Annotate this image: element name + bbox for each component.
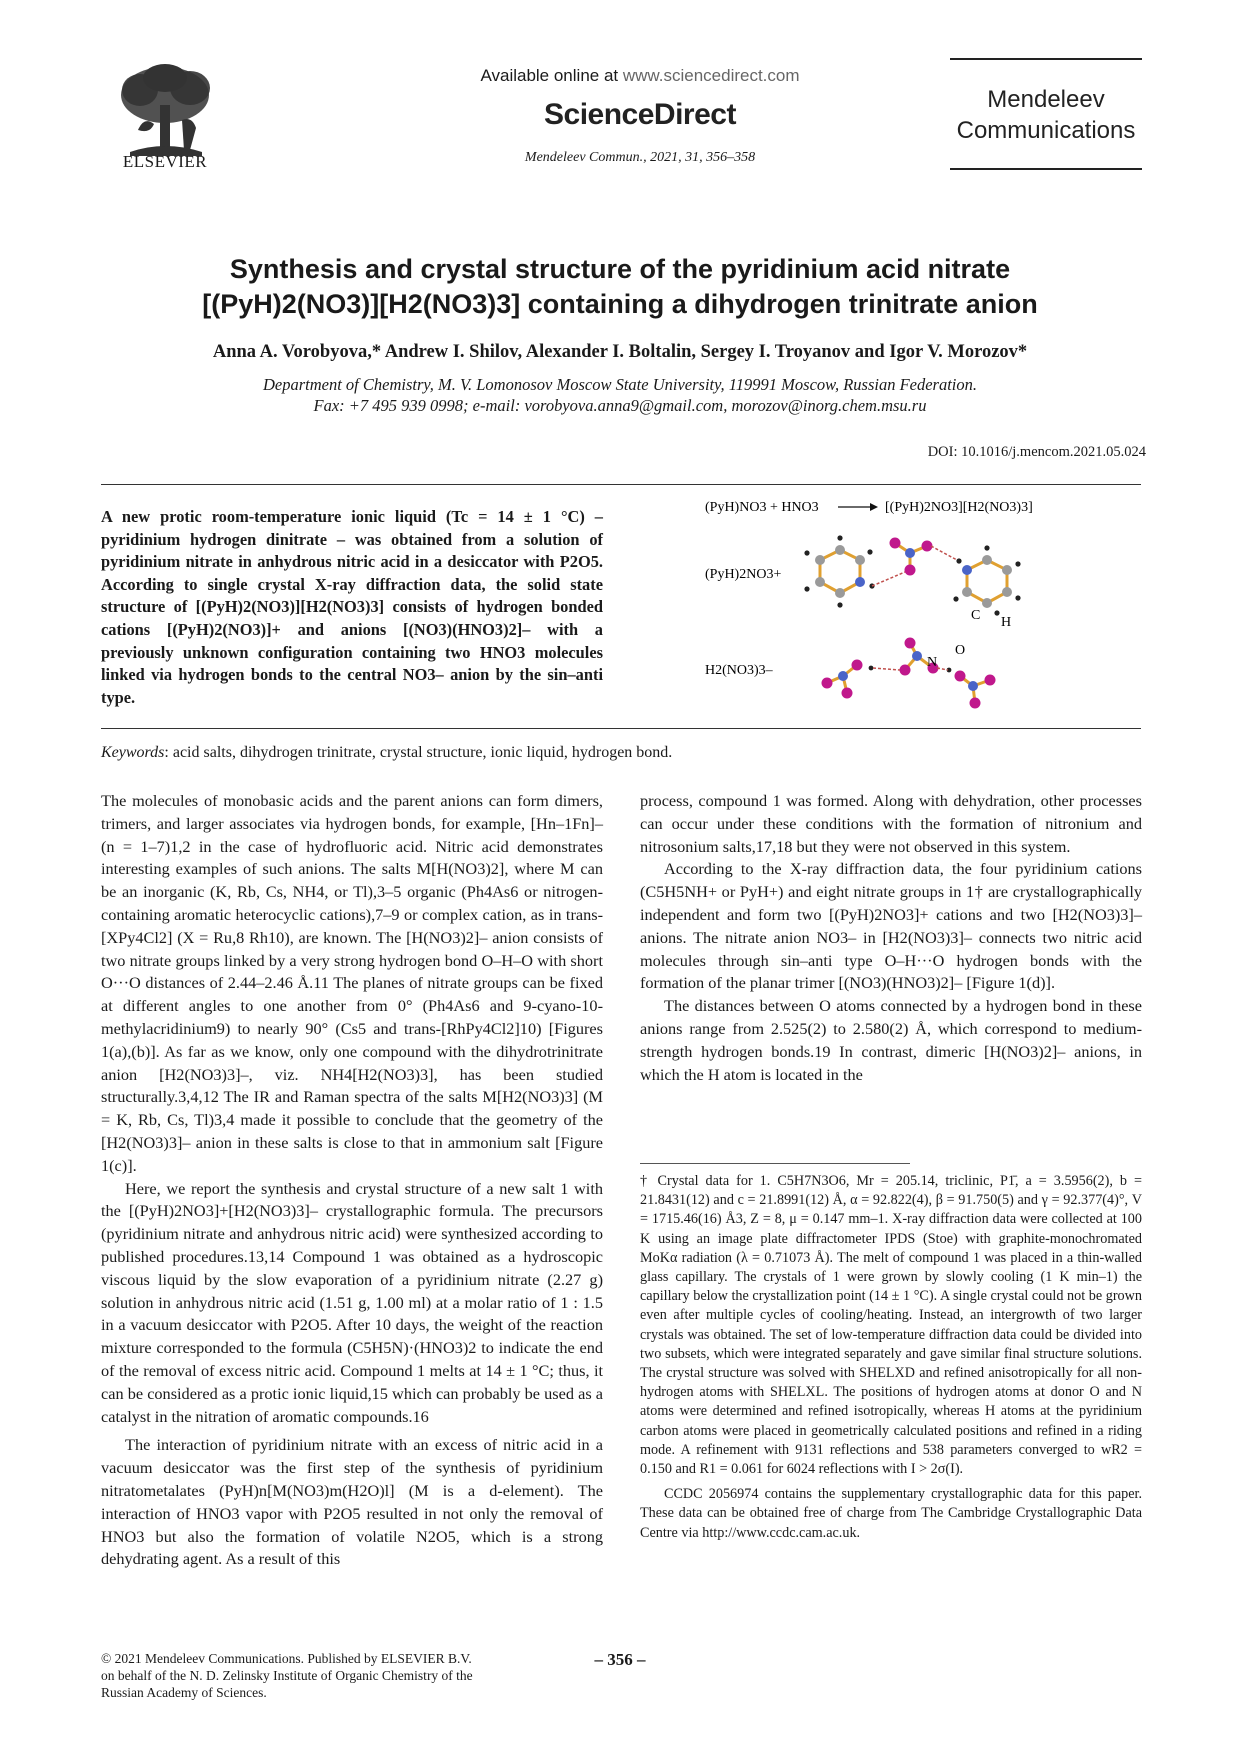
keywords-text: : acid salts, dihydrogen trinitrate, crystal structure, ionic liquid, hydrogen bond.: [164, 744, 673, 761]
author-list: Anna A. Vorobyova,* Andrew I. Shilov, Alexander I. Boltalin, Sergey I. Troyanov and Igor V. Morozov*: [212, 342, 1028, 362]
article-title: [90, 252, 1150, 322]
journal-name: [950, 84, 1142, 146]
publisher-wordmark: ELSEVIER: [122, 152, 208, 171]
journal-citation: Mendeleev Commun., 2021, 31, 356–358: [524, 150, 756, 165]
footnote-paragraph: CCDC 2056974 contains the supplementary crystallographic data for this paper. These data can be obtained free of charge from The Cambridge Crystallographic Data Centre via http://www.ccdc.cam.ac.uk.: [640, 1486, 1142, 1541]
affiliation-line2: Fax: +7 495 939 0998; e-mail: vorobyova.anna9@gmail.com, morozov@inorg.chem.msu.ru: [313, 396, 927, 415]
cation-structure: [804, 535, 1020, 630]
copyright-line1: © 2021 Mendeleev Communications. Published by ELSEVIER B.V.: [101, 1651, 472, 1666]
abstract: A new protic room-temperature ionic liquid (Tc = 14 ± 1 °C) – pyridinium hydrogen dinitrate – was obtained from a solution of pyridinium nitrate in anhydrous nitric acid in a desiccator with P2O5. According to single crystal X-ray diffraction data, the solid state structure of [(PyH)2(NO3)][H2(NO3)3] consists of hydrogen bonded cations [(PyH)2(NO3)]+ and anions [(NO3)(HNO3)2]– with a previously unknown configuration containing two HNO3 molecules linked via hydrogen bonds to the central NO3– anion by the sin–anti type.: [101, 507, 603, 707]
abstract-bottom-rule: [101, 728, 1141, 729]
body-paragraph: Here, we report the synthesis and crystal structure of a new salt 1 with the [(PyH)2NO3]+[H2(NO3)3]– crystallographic formula. The precursors (pyridinium nitrate and anhydrous nitric acid) were synthesized according to published procedures.13,14 Compound 1 was obtained as a hydroscopic viscous liquid by the slow evaporation of a pyridinium nitrate (2.27 g) solution in anhydrous nitric acid (1.51 g, 1.00 ml) at a molar ratio of 1 : 1.5 in a vacuum desiccator with P2O5. After 10 days, the weight of the reaction mixture corresponded to the formula (C5H5N)·(HNO3)2 to indicate the end of the removal of excess nitric acid. Compound 1 melts at 14 ± 1 °C; thus, it can be considered as a protic ionic liquid,15 which can probably be used as a catalyst in the nitration of aromatic compounds.16: [101, 1178, 603, 1426]
affiliation-line1: Department of Chemistry, M. V. Lomonosov Moscow State University, 119991 Moscow, Russian Federation.: [262, 375, 978, 394]
anion-structure: [822, 638, 996, 709]
copyright-line2: on behalf of the N. D. Zelinsky Institute of Organic Chemistry of the: [101, 1668, 473, 1683]
available-prefix: Available online at: [480, 66, 623, 85]
anion-label: H2(NO3)3–: [705, 663, 773, 678]
body-paragraph: The interaction of pyridinium nitrate with an excess of nitric acid in a vacuum desiccator was the first step of the synthesis of pyridinium nitratometalates (PyH)n[M(NO3)m(H2O)l] (M is a d-element). The interaction of HNO3 vapor with P2O5 resulted in not only the removal of HNO3 but also the formation of volatile N2O5, which is a strong dehydrating agent. As a result of this: [101, 1435, 603, 1569]
body-column-right: [640, 790, 1142, 1086]
journal-name-line2: Communications: [956, 117, 1136, 144]
affiliation: [90, 374, 1150, 416]
body-paragraph: The distances between O atoms connected by a hydrogen bond in these anions range from 2.525(2) to 2.580(2) Å, which correspond to medium-strength hydrogen bonds.19 In contrast, dimeric [H(NO3)2]– anions, in which the H atom is located in the: [640, 996, 1142, 1084]
platform-wordmark: ScienceDirect: [544, 98, 736, 131]
footnote-paragraph: † Crystal data for 1. C5H7N3O6, Mr = 205.14, triclinic, P1̄, a = 3.5956(2), b = 21.8431(12) and c = 21.8991(12) Å, α = 92.822(4), β = 91.750(5) and γ = 92.377(4)°, V = 1715.46(16) Å3, Z = 8, μ = 0.147 mm–1. X-ray diffraction data were collected at 100 K using an image plate diffractometer IPDS (Stoe) with graphite-monochromated MoKα radiation (λ = 0.71073 Å). The melt of compound 1 was placed in a thin-walled glass capillary. The crystals of 1 were grown by slowly cooling (1 K min–1) the capillary below the crystallization point (14 ± 1 °C). A single crystal could not be grown even after multiple cycles of cooling/heating. Instead, an intergrowth of two larger crystals was obtained. The set of low-temperature diffraction data could be divided into two subsets, which were integrated separately and gave similar final structure solutions. The crystal structure was solved with SHELXD and refined anisotropically for all non-hydrogen atoms with SHELXL. The positions of hydrogen atoms at donor O and N atoms were determined and refined isotropically, whereas H atoms at the pyridinium carbon atoms were placed in geometrically calculated positions and refined in a riding mode. A refinement with 9131 reflections and 538 parameters converged to wR2 = 0.150 and R1 = 0.061 for 6024 reflections with I > 2σ(I).: [640, 1173, 1142, 1478]
availability-line: [440, 66, 840, 86]
sciencedirect-link[interactable]: www.sciencedirect.com: [622, 66, 800, 85]
atom-label-h: H: [1001, 615, 1012, 630]
body-paragraph: According to the X-ray diffraction data, the four pyridinium cations (C5H5NH+ or PyH+) and eight nitrate groups in 1† are crystallographically independent and form two [(PyH)2NO3]+ cations and two [H2(NO3)3]– anions. The nitrate anion NO3– in [H2(NO3)3]– connects two nitric acid molecules through sin–anti type O–H···O hydrogen bonds with the formation of the planar trimer [(NO3)(HNO3)2]– [Figure 1(d)].: [640, 859, 1142, 993]
reaction-arrow-icon: [870, 503, 878, 511]
graphical-abstract: [705, 498, 1070, 713]
cation-label: (PyH)2NO3+: [705, 567, 782, 582]
title-line2: [(PyH)2(NO3)][H2(NO3)3] containing a dihydrogen trinitrate anion: [202, 289, 1038, 319]
journal-name-line1: Mendeleev: [987, 86, 1105, 113]
atom-label-o: O: [955, 643, 966, 658]
body-paragraph: process, compound 1 was formed. Along with dehydration, other processes can occur under these conditions with the formation of nitronium and nitrosonium salts,17,18 but they were not observed in this system.: [640, 791, 1142, 856]
footnote-rule: [640, 1163, 910, 1164]
atom-label-n: N: [927, 655, 938, 670]
copyright-line3: Russian Academy of Sciences.: [101, 1685, 267, 1700]
doi[interactable]: DOI: 10.1016/j.mencom.2021.05.024: [927, 444, 1146, 460]
keywords-label: Keywords: [101, 744, 165, 761]
reaction-right: [(PyH)2NO3][H2(NO3)3]: [885, 500, 1033, 515]
page-number: – 356 –: [594, 1650, 646, 1669]
atom-label-c: C: [971, 608, 981, 623]
body-column-left: [101, 790, 603, 1571]
crystal-data-footnote: [640, 1172, 1142, 1543]
reaction-left: (PyH)NO3 + HNO3: [705, 500, 819, 515]
keywords: [101, 744, 1141, 762]
copyright-notice: [101, 1650, 541, 1701]
elsevier-tree-logo: [110, 60, 220, 160]
abstract-top-rule: [101, 484, 1141, 485]
title-line1: Synthesis and crystal structure of the pyridinium acid nitrate: [229, 254, 1011, 284]
body-paragraph: The molecules of monobasic acids and the parent anions can form dimers, trimers, and larger associates via hydrogen bonds, for example, [Hn–1Fn]– (n = 1–7)1,2 in the case of hydrofluoric acid. Nitric acid demonstrates interesting examples of such anions. The salts M[H(NO3)2], where M can be an inorganic (K, Rb, Cs, NH4, or Tl),3–5 organic (Ph4As6 or nitrogen-containing aromatic heterocyclic cations),7–9 or complex cation, as in trans-[XPy4Cl2] (X = Ru,8 Rh10), are known. The [H(NO3)2]– anion consists of two nitrate groups linked by a very strong hydrogen bond O–H–O with short O···O distances of 2.44–2.46 Å.11 The planes of nitrate groups can be fixed at different angles to one another from 0° (Ph4As6 and 9-cyano-10-methylacridinium9) to nearly 90° (Cs5 and trans-[RhPy4Cl2]10) [Figures 1(a),(b)]. As far as we know, only one compound with the dihydrotrinitrate anion [H2(NO3)3]–, viz. NH4[H2(NO3)3], has been studied structurally.3,4,12 The IR and Raman spectra of the salts M[H2(NO3)3] (M = K, Rb, Cs, Tl)3,4 made it possible to conclude that the geometry of the [H2(NO3)3]– anion in these salts is close to that in ammonium salt [Figure 1(c)].: [101, 791, 603, 1175]
